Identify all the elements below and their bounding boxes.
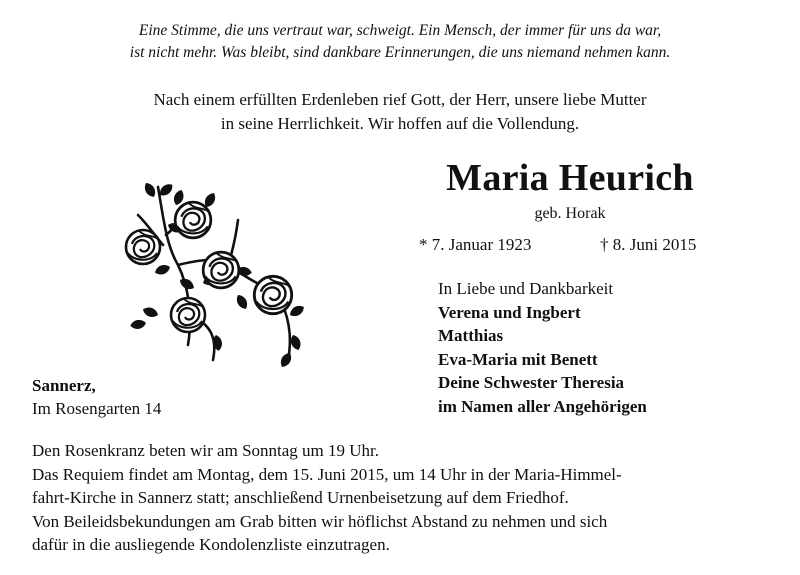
notice-line: Das Requiem findet am Montag, dem 15. Juni 2015, um 14 Uhr in der Maria-Himmel- [32,464,622,484]
service-notice [32,439,772,557]
mourners-intro: In Liebe und Dankbarkeit [438,279,614,298]
mourner-name: Deine Schwester Theresia [438,373,625,392]
quote-line-1: Eine Stimme, die uns vertraut war, schweigt. Ein Mensch, der immer für uns da war, [138,22,662,39]
mourner-name: Matthias [438,326,504,345]
death-date: † 8. Juni 2015 [600,235,697,254]
quote-line-2: ist nicht mehr. Was bleibt, sind dankbare Erinnerungen, die uns niemand nehmen kann. [129,44,671,61]
notice-line: fahrt-Kirche in Sannerz statt; anschließend Urnenbeisetzung auf dem Friedhof. [32,488,569,507]
mourner-name: Eva-Maria mit Benett [438,349,598,369]
intro-line-2: in seine Herrlichkeit. Wir hoffen auf die Vollendung. [220,114,580,133]
birth-date: * 7. Januar 1923 [419,235,532,254]
notice-line: Von Beileidsbekundungen am Grab bitten wir höflichst Abstand zu nehmen und sich [32,511,608,531]
opening-quote [0,20,800,64]
notice-line: dafür in die ausliegende Kondolenzliste einzutragen. [32,535,390,554]
mourners-block [438,277,647,418]
deceased-name: Maria Heurich [446,157,694,199]
address-street: Im Rosengarten 14 [32,399,162,418]
roses-icon [118,175,333,375]
maiden-name: geb. Horak [534,205,606,222]
mourner-name: im Namen aller Angehörigen [438,396,647,416]
address-city: Sannerz, [32,376,96,395]
address-block [32,374,161,420]
mourner-name: Verena und Ingbert [438,302,581,322]
notice-line: Den Rosenkranz beten wir am Sonntag um 19 Uhr. [32,441,380,460]
intro-line-1: Nach einem erfüllten Erdenleben rief Gott, der Herr, unsere liebe Mutter [153,90,647,109]
intro-text [0,88,800,136]
